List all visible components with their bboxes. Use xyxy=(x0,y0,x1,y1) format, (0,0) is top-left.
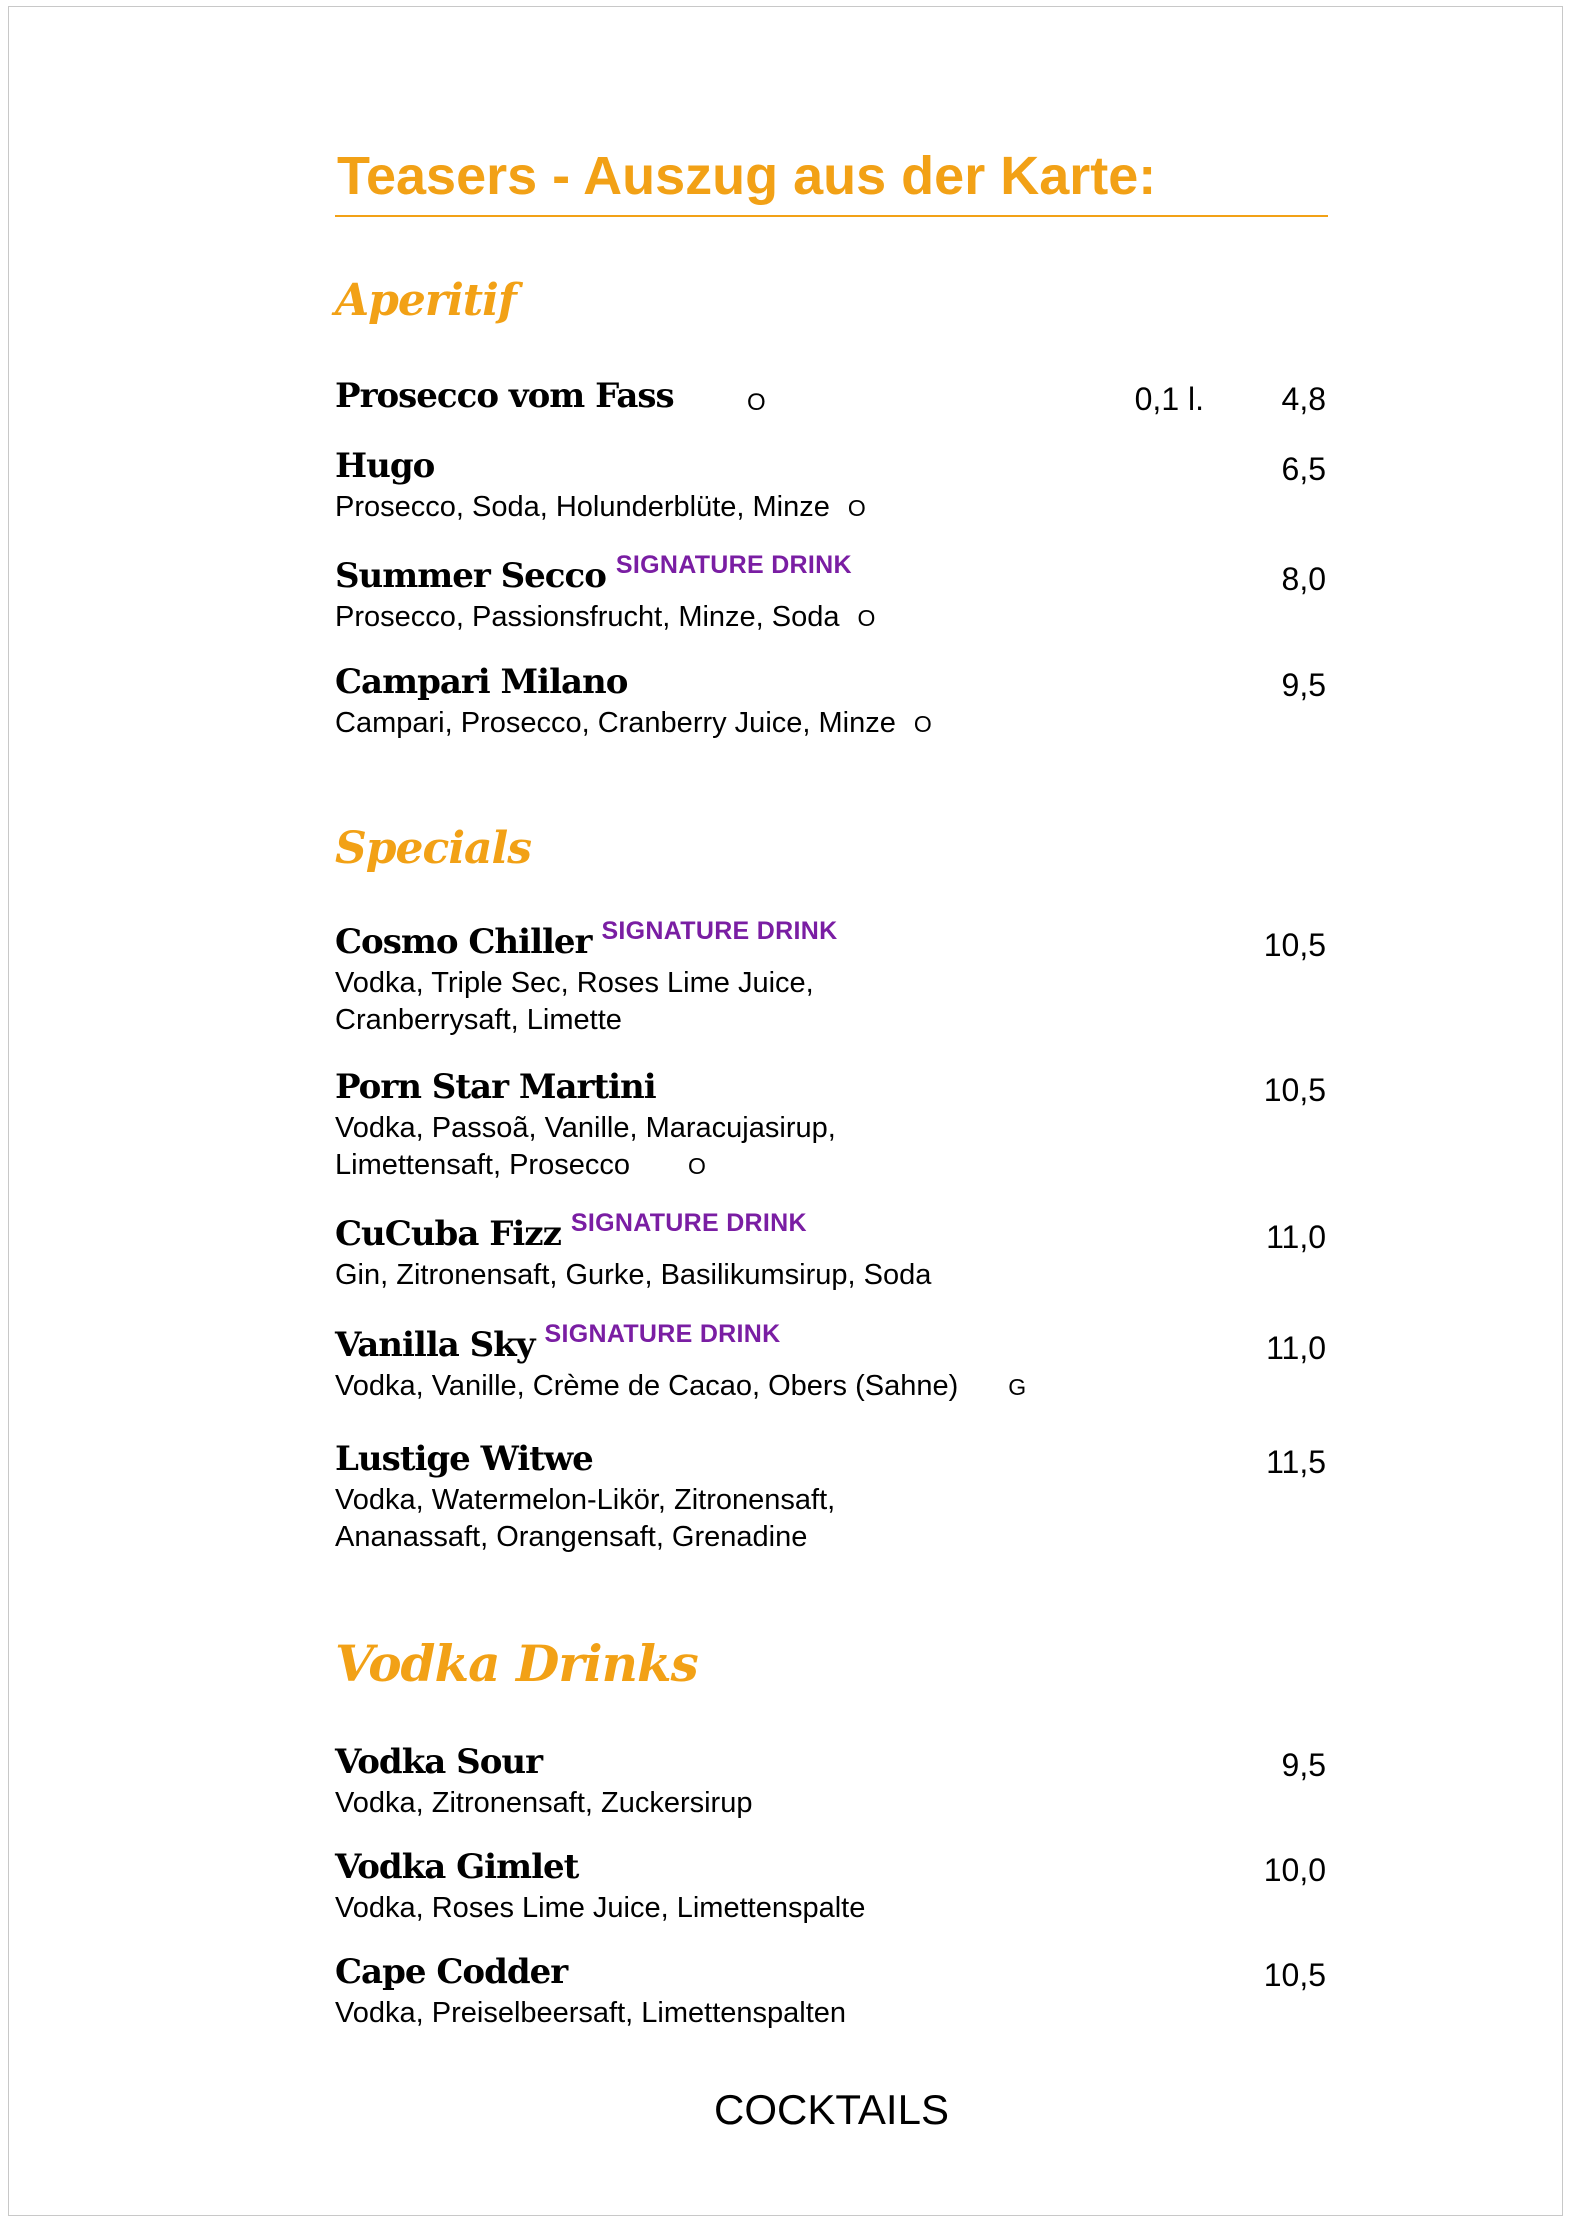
item-price: 6,5 xyxy=(1281,451,1326,487)
signature-badge: SIGNATURE DRINK xyxy=(544,1320,781,1348)
item-marker: O xyxy=(857,605,876,631)
menu-item-cucuba-fizz xyxy=(335,1209,1328,1294)
menu-item-prosecco-vom-fass xyxy=(335,376,1328,417)
menu-item-campari-milano xyxy=(335,662,1328,743)
item-description xyxy=(335,489,1328,527)
item-ingredients: Prosecco, Soda, Holunderblüte, Minze xyxy=(335,491,830,523)
item-ingredients: Vodka, Zitronensaft, Zuckersirup xyxy=(335,1787,753,1819)
item-marker: G xyxy=(1008,1374,1027,1400)
item-price: 10,5 xyxy=(1263,1957,1326,1993)
item-ingredients: Vodka, Triple Sec, Roses Lime Juice, xyxy=(335,967,814,999)
item-price: 11,0 xyxy=(1266,1219,1326,1255)
menu-item-vodka-gimlet xyxy=(335,1847,1328,1927)
item-price: 10,5 xyxy=(1263,1072,1326,1108)
item-name: Cosmo Chiller xyxy=(335,922,592,962)
menu-item-vanilla-sky xyxy=(335,1320,1328,1406)
signature-badge: SIGNATURE DRINK xyxy=(570,1209,807,1237)
item-name: Vanilla Sky xyxy=(335,1325,535,1365)
item-price: 10,5 xyxy=(1263,927,1326,963)
menu-item-hugo xyxy=(335,446,1328,527)
item-name: Vodka Sour xyxy=(335,1742,542,1782)
item-ingredients: Campari, Prosecco, Cranberry Juice, Minze xyxy=(335,707,896,739)
item-name: Cape Codder xyxy=(335,1952,568,1992)
item-description xyxy=(335,599,1328,637)
item-name: Campari Milano xyxy=(335,662,628,702)
menu-page xyxy=(8,6,1563,2216)
item-name: Hugo xyxy=(335,446,435,486)
item-description xyxy=(335,1785,1328,1822)
item-ingredients: Vodka, Passoã, Vanille, Maracujasirup, xyxy=(335,1112,836,1144)
item-price: 4,8 xyxy=(1281,381,1326,417)
menu-item-cosmo-chiller xyxy=(335,917,1328,1039)
item-marker: O xyxy=(913,711,932,737)
item-price: 8,0 xyxy=(1281,561,1326,597)
item-ingredients: Vodka, Preiselbeersaft, Limettenspalten xyxy=(335,1997,847,2029)
menu-item-porn-star-martini xyxy=(335,1067,1328,1185)
item-marker: O xyxy=(847,495,866,521)
item-price: 11,0 xyxy=(1266,1330,1326,1366)
item-description xyxy=(335,1368,1328,1406)
menu-item-cape-codder xyxy=(335,1952,1328,2032)
item-description xyxy=(335,1482,1328,1556)
title-underline xyxy=(335,215,1328,217)
item-name: Porn Star Martini xyxy=(335,1067,656,1107)
item-ingredients: Vodka, Vanille, Crème de Cacao, Obers (Sahne) xyxy=(335,1370,959,1402)
item-description xyxy=(335,1257,1328,1294)
item-ingredients: Vodka, Roses Lime Juice, Limettenspalte xyxy=(335,1892,866,1924)
page-title: Teasers - Auszug aus der Karte: xyxy=(337,146,1157,206)
item-name: Prosecco vom Fass xyxy=(335,376,674,416)
section-title-aperitif: Aperitif xyxy=(335,275,516,326)
signature-badge: SIGNATURE DRINK xyxy=(601,917,838,945)
page-footer: COCKTAILS xyxy=(714,2086,949,2133)
signature-badge: SIGNATURE DRINK xyxy=(615,551,852,579)
item-description xyxy=(335,965,1328,1039)
item-name: Summer Secco xyxy=(335,556,606,596)
item-description xyxy=(335,705,1328,743)
item-ingredients: Limettensaft, Prosecco xyxy=(335,1149,630,1181)
menu-item-summer-secco xyxy=(335,551,1328,637)
item-ingredients: Vodka, Watermelon-Likör, Zitronensaft, xyxy=(335,1484,836,1516)
item-price: 9,5 xyxy=(1281,1747,1326,1783)
item-name: Vodka Gimlet xyxy=(335,1847,579,1887)
item-volume: 0,1 l. xyxy=(1134,381,1204,417)
menu-item-vodka-sour xyxy=(335,1742,1328,1822)
item-description xyxy=(335,1890,1328,1927)
item-ingredients: Gin, Zitronensaft, Gurke, Basilikumsirup, Soda xyxy=(335,1259,932,1291)
item-ingredients: Prosecco, Passionsfrucht, Minze, Soda xyxy=(335,601,840,633)
item-name: CuCuba Fizz xyxy=(335,1214,561,1254)
item-price: 9,5 xyxy=(1281,667,1326,703)
item-price: 11,5 xyxy=(1266,1444,1326,1480)
menu-item-lustige-witwe xyxy=(335,1439,1328,1556)
item-description xyxy=(335,1110,1328,1185)
item-marker: O xyxy=(687,1153,706,1179)
item-description xyxy=(335,1995,1328,2032)
section-title-specials: Specials xyxy=(335,823,532,874)
item-marker: O xyxy=(747,389,766,416)
section-title-vodka-drinks: Vodka Drinks xyxy=(335,1634,698,1693)
item-ingredients: Ananassaft, Orangensaft, Grenadine xyxy=(335,1521,808,1553)
item-price: 10,0 xyxy=(1263,1852,1326,1888)
item-name: Lustige Witwe xyxy=(335,1439,593,1479)
item-ingredients: Cranberrysaft, Limette xyxy=(335,1004,622,1036)
